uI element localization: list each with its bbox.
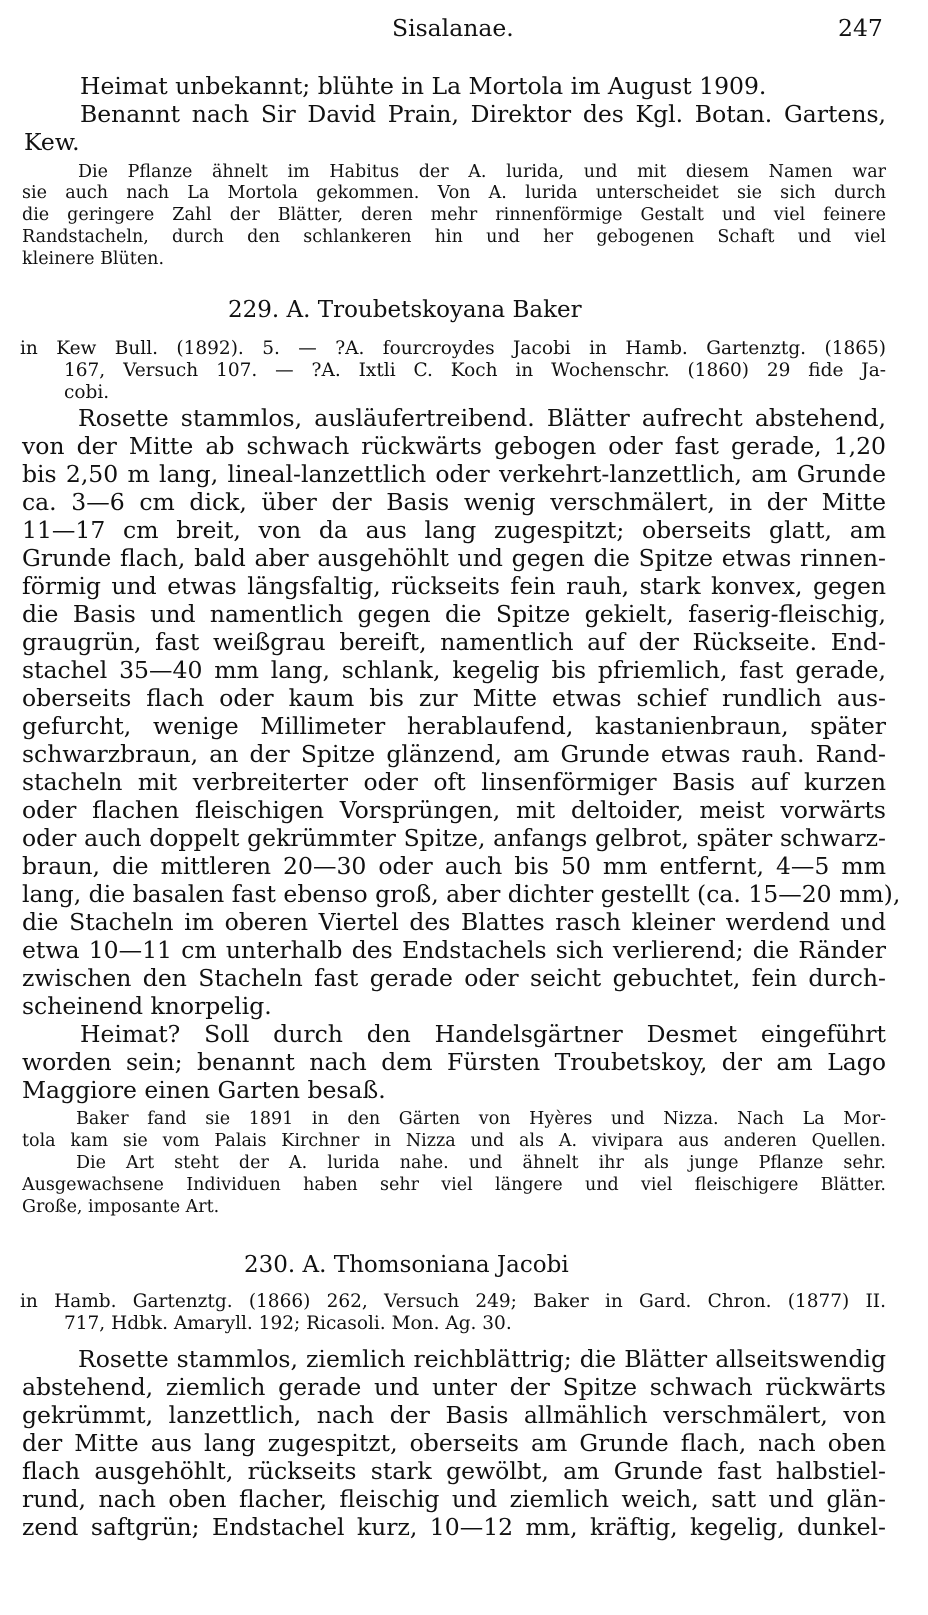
- text-line: Rosette stammlos, ausläufertreibend. Blätter aufrecht abstehend,: [78, 404, 886, 432]
- text-line: schwarzbraun, an der Spitze glänzend, am Grunde etwas rauh. Rand-: [22, 740, 886, 768]
- text-line: Maggiore einen Garten besaß.: [22, 1076, 386, 1104]
- text-line: Große, imposante Art.: [22, 1197, 220, 1217]
- text-line: stachel 35—40 mm lang, schlank, kegelig bis pfriemlich, fast gerade,: [22, 656, 886, 684]
- text-line: in Hamb. Gartenztg. (1866) 262, Versuch 249; Baker in Gard. Chron. (1877) II.: [20, 1291, 886, 1312]
- text-line: die Stacheln im oberen Viertel des Blattes rasch kleiner werdend und: [22, 908, 886, 936]
- text-line: cobi.: [64, 382, 110, 403]
- text-line: lang, die basalen fast ebenso groß, aber dichter gestellt (ca. 15—20 mm),: [22, 880, 901, 908]
- text-line: Die Art steht der A. lurida nahe. und ähnelt ihr als junge Pflanze sehr.: [76, 1153, 886, 1173]
- text-line: bis 2,50 m lang, lineal-lanzettlich oder verkehrt-lanzettlich, am Grunde: [22, 460, 886, 488]
- text-line: sie auch nach La Mortola gekommen. Von A. lurida unterscheidet sie sich durch: [22, 183, 886, 203]
- text-line: etwa 10—11 cm unterhalb des Endstachels sich verlierend; die Ränder: [22, 936, 886, 964]
- text-line: Grunde flach, bald aber ausgehöhlt und gegen die Spitze etwas rinnen-: [22, 544, 886, 572]
- text-line: 167, Versuch 107. — ?A. Ixtli C. Koch in Wochenschr. (1860) 29 fide Ja-: [64, 360, 886, 381]
- text-line: zend saftgrün; Endstachel kurz, 10—12 mm, kräftig, kegelig, dunkel-: [22, 1513, 886, 1541]
- text-line: 230. A. Thomsoniana Jacobi: [244, 1252, 569, 1278]
- text-line: Heimat? Soll durch den Handelsgärtner Desmet eingeführt: [80, 1020, 886, 1048]
- text-line: oder auch doppelt gekrümmter Spitze, anfangs gelbrot, später schwarz-: [22, 824, 886, 852]
- text-line: stacheln mit verbreiterter oder oft linsenförmiger Basis auf kurzen: [22, 768, 886, 796]
- text-line: tola kam sie vom Palais Kirchner in Nizza und als A. vivipara aus anderen Quellen.: [22, 1131, 886, 1151]
- text-line: von der Mitte ab schwach rückwärts gebogen oder fast gerade, 1,20: [22, 432, 886, 460]
- text-line: worden sein; benannt nach dem Fürsten Troubetskoy, der am Lago: [22, 1048, 886, 1076]
- text-line: die Basis und namentlich gegen die Spitze gekielt, faserig-fleischig,: [22, 600, 886, 628]
- text-line: gefurcht, wenige Millimeter herablaufend, kastanienbraun, später: [22, 712, 886, 740]
- text-line: oberseits flach oder kaum bis zur Mitte etwas schief rundlich aus-: [22, 684, 886, 712]
- text-line: ca. 3—6 cm dick, über der Basis wenig verschmälert, in der Mitte: [22, 488, 886, 516]
- text-line: Baker fand sie 1891 in den Gärten von Hyères und Nizza. Nach La Mor-: [76, 1109, 886, 1129]
- text-line: braun, die mittleren 20—30 oder auch bis 50 mm entfernt, 4—5 mm: [22, 852, 886, 880]
- text-line: Randstacheln, durch den schlankeren hin und her gebogenen Schaft und viel: [22, 227, 886, 247]
- text-line: der Mitte aus lang zugespitzt, oberseits am Grunde flach, nach oben: [22, 1429, 886, 1457]
- text-line: abstehend, ziemlich gerade und unter der Spitze schwach rückwärts: [22, 1373, 886, 1401]
- text-line: 11—17 cm breit, von da aus lang zugespitzt; oberseits glatt, am: [22, 516, 886, 544]
- text-line: graugrün, fast weißgrau bereift, namentlich auf der Rückseite. End-: [22, 628, 886, 656]
- text-line: oder flachen fleischigen Vorsprüngen, mit deltoider, meist vorwärts: [22, 796, 886, 824]
- text-line: Heimat unbekannt; blühte in La Mortola im August 1909.: [80, 72, 767, 100]
- text-line: die geringere Zahl der Blätter, deren mehr rinnenförmige Gestalt und viel feinere: [22, 205, 886, 225]
- text-line: 717, Hdbk. Amaryll. 192; Ricasoli. Mon. Ag. 30.: [64, 1313, 512, 1334]
- text-line: Die Pflanze ähnelt im Habitus der A. lurida, und mit diesem Namen war: [78, 162, 886, 182]
- text-line: Ausgewachsene Individuen haben sehr viel längere und viel fleischigere Blätter.: [22, 1175, 886, 1195]
- text-line: 229. A. Troubetskoyana Baker: [228, 297, 582, 323]
- text-line: förmig und etwas längsfaltig, rückseits fein rauh, stark konvex, gegen: [22, 572, 886, 600]
- running-head-title: Sisalanae.: [392, 14, 514, 42]
- page-number: 247: [838, 14, 883, 42]
- text-line: Kew.: [24, 128, 80, 156]
- text-line: Rosette stammlos, ziemlich reichblättrig; die Blätter allseitswendig: [78, 1345, 886, 1373]
- text-line: kleinere Blüten.: [22, 249, 165, 269]
- text-line: scheinend knorpelig.: [22, 992, 272, 1020]
- text-line: in Kew Bull. (1892). 5. — ?A. fourcroydes Jacobi in Hamb. Gartenztg. (1865): [20, 338, 886, 359]
- text-line: zwischen den Stacheln fast gerade oder seicht gebuchtet, fein durch-: [22, 964, 886, 992]
- text-line: gekrümmt, lanzettlich, nach der Basis allmählich verschmälert, von: [22, 1401, 886, 1429]
- text-line: rund, nach oben flacher, fleischig und ziemlich weich, satt und glän-: [22, 1485, 886, 1513]
- text-line: flach ausgehöhlt, rückseits stark gewölbt, am Grunde fast halbstiel-: [22, 1457, 886, 1485]
- text-line: Benannt nach Sir David Prain, Direktor des Kgl. Botan. Gartens,: [80, 100, 886, 128]
